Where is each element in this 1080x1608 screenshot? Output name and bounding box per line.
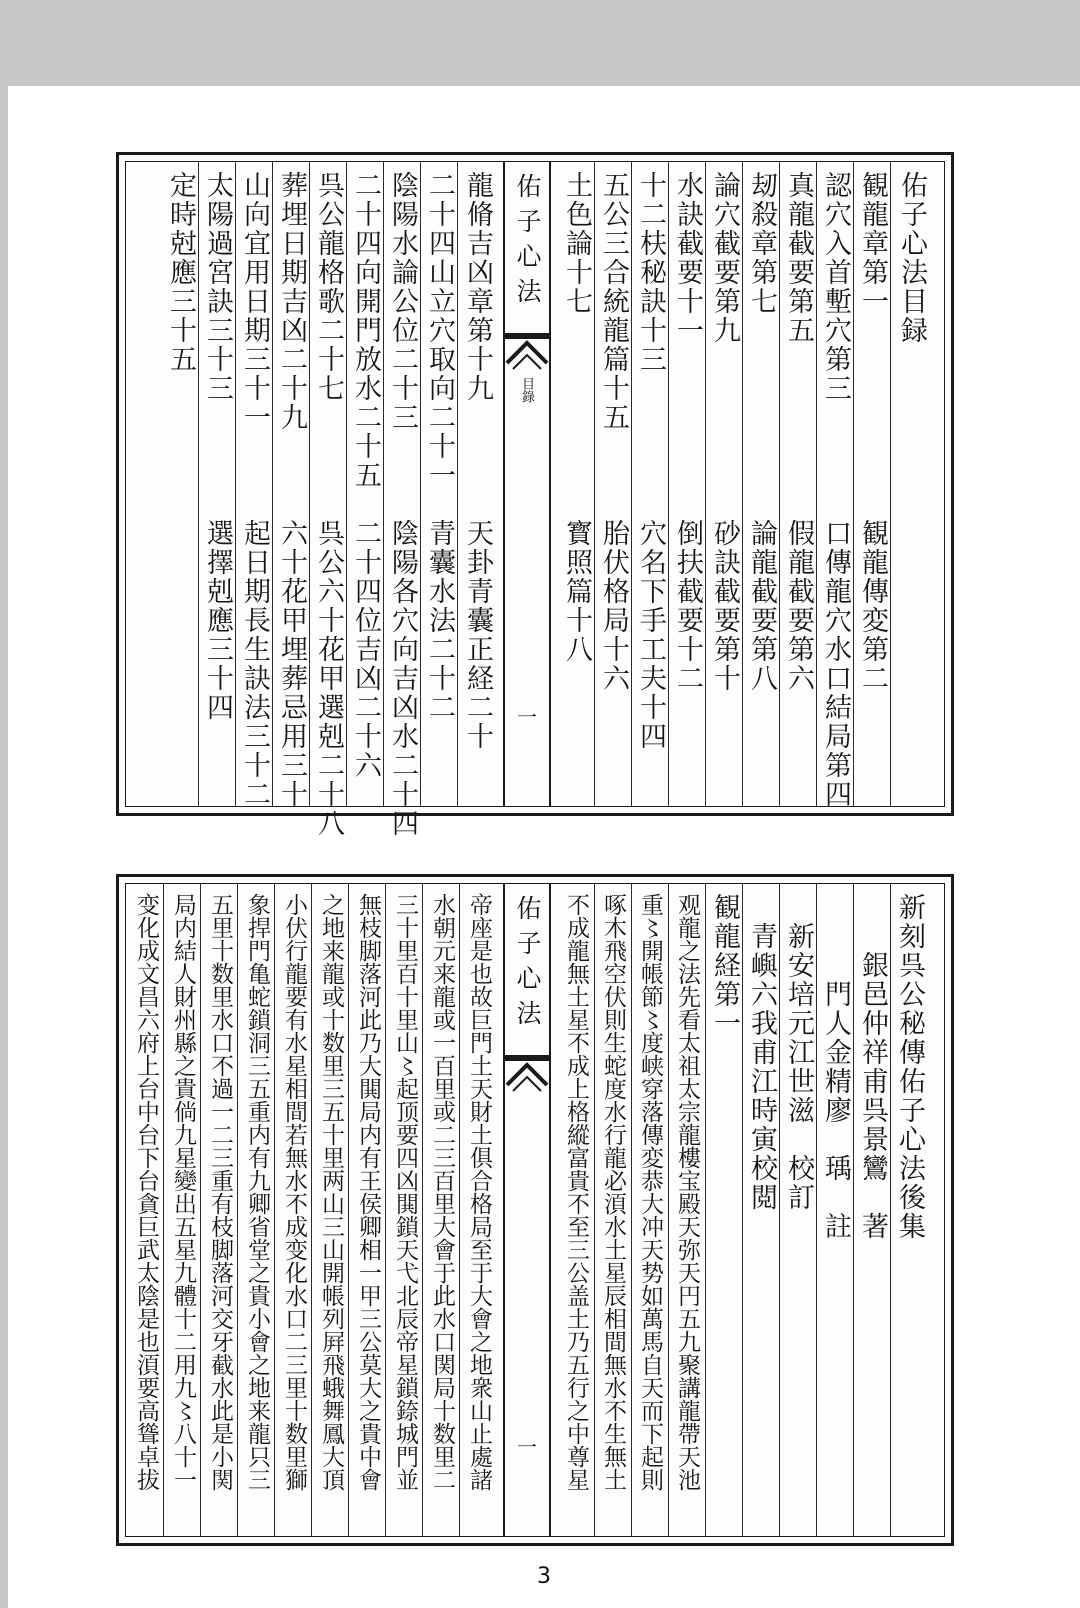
column-rule [631,161,632,807]
lower-body-column: 小伏行龍要有水星相間若無水不成变化水口二三里十数里獅 [281,893,307,1491]
column-rule [742,883,743,1537]
column-rule [594,161,595,807]
fish-tail-mark-icon [505,333,549,373]
lower-page-frame [116,874,954,1546]
lower-body-column: 不成龍無土星不成上格縱富貴不至三公盖土乃五行之中尊星 [563,893,589,1491]
upper-toc-entry: 二十四山立穴取向二十一 青囊水法二十二 [424,171,455,722]
upper-toc-entry: 五公三合統龍篇十五 胎伏格局十六 [598,171,629,693]
lower-author-line: 新安培元江世滋 校訂 [783,893,814,1212]
column-rule [237,883,238,1537]
lower-body-column: 变化成文昌六府上台中台下台貪巨武太陰是也湏要高聳卓拔 [133,893,159,1491]
lower-body-column: 重〻開帳節〻度峡穿落傳変恭大冲天势如萬馬自天而下起則 [637,893,663,1491]
column-rule [459,883,460,1537]
column-rule [272,161,273,807]
upper-page-frame [116,152,954,838]
upper-toc-entry: 刼殺章第七 論龍截要第八 [746,171,777,693]
column-rule [631,883,632,1537]
column-rule [816,161,817,807]
upper-toc-title: 佑子心法目録 [896,171,927,345]
fish-tail-mark-icon [505,1055,549,1095]
column-rule [594,883,595,1537]
lower-body-column: 五里十数里水口不過一二三重有枝脚落河交牙截水此是小関 [207,893,233,1491]
upper-toc-entry: 論穴截要第九 砂訣截要第十 [709,171,740,693]
column-rule [457,161,458,807]
lower-author-line: 銀邑仲祥甫呉景鸞 著 [857,893,888,1241]
column-rule [198,161,199,807]
column-rule [383,161,384,807]
upper-toc-entry: 十二枎秘訣十三 穴名下手工夫十四 [635,171,666,751]
column-rule [742,161,743,807]
lower-body-column: 观龍之法先看太祖太宗龍樓宝殿天弥天円五九聚講龍帶天池 [674,893,700,1491]
column-rule [705,161,706,807]
lower-center-gutter [503,883,551,1537]
lower-author-line: 青嶼六我甫江時寅校閲 [746,893,777,1212]
column-rule [348,883,349,1537]
page-number: 3 [537,1564,551,1589]
upper-toc-entry: 太陽過宮訣三十三 選擇剋應三十四 [202,171,233,722]
gutter-page-mark: 一 [517,1435,537,1459]
lower-book-title: 新刻呉公秘傳佑子心法後集 [894,893,925,1241]
lower-body-column: 局内結人財州縣之貴倘九星變出五星九體十二用九〻八十一 [170,893,196,1491]
lower-body-column: 水朝元来龍或一百里或二三百里大會于此水口関局十数里二 [429,893,455,1491]
lower-body-column: 之地来龍或十数里三五十里两山三山開帳列屛飛蛾舞鳳大頂 [318,893,344,1491]
lower-body-column: 啄木飛空伏則生蛇度水行龍必湏水土星辰相間無水不生無土 [600,893,626,1491]
column-rule [200,883,201,1537]
upper-toc-entry: 二十四向開門放水二十五 二十四位吉凶二十六 [350,171,381,780]
upper-toc-entry: 定時尅應三十五 [165,171,196,374]
gutter-book-title: 佑子心法 [513,173,542,313]
column-rule [816,883,817,1537]
column-rule [890,161,891,807]
lower-chapter-heading: 観龍経第一 [709,893,740,1038]
upper-toc-entry: 呉公龍格歌二十七 呉公六十花甲選剋二十八 [313,171,344,838]
column-rule [309,161,310,807]
lower-body-column: 無枝脚落河此乃大閧局内有王侯卿相一甲三公莫大之貴中會 [355,893,381,1491]
lower-body-column: 三十里百十里山〻起顶要四凶閧鎖天弋北辰帝星鎖錼城門並 [392,893,418,1491]
column-rule [853,161,854,807]
column-rule [235,161,236,807]
column-rule [311,883,312,1537]
upper-toc-entry: 真龍截要第五 假龍截要第六 [783,171,814,693]
upper-toc-entry: 陰陽水論公位二十三 陰陽各穴向吉凶水二十四 [387,171,418,838]
upper-toc-entry: 認穴入首塹穴第三 口傳龍穴水口結局第四 [820,171,851,809]
gutter-book-title: 佑子心法 [513,895,542,1035]
column-rule [385,883,386,1537]
column-rule [890,883,891,1537]
lower-body-column: 帝座是也故巨門土天財土俱合格局至于大會之地衆山止處諸 [466,893,492,1491]
column-rule [668,883,669,1537]
column-rule [779,883,780,1537]
upper-toc-entry: 葬埋日期吉凶二十九 六十花甲埋葬忌用三十 [276,171,307,809]
column-rule [705,883,706,1537]
gutter-section-label: 目錄 [519,377,534,403]
column-rule [779,161,780,807]
column-rule [668,161,669,807]
gutter-page-mark: 一 [517,705,537,729]
scan-sheet [8,86,1080,1608]
upper-toc-entry: 観龍章第一 観龍傳変第二 [857,171,888,693]
column-rule [422,883,423,1537]
column-rule [346,161,347,807]
upper-toc-entry: 水訣截要十一 倒扶截要十二 [672,171,703,693]
column-rule [163,883,164,1537]
upper-toc-entry: 土色論十七 寳照篇十八 [561,171,592,664]
upper-toc-entry: 山向宜用日期三十一 起日期長生訣法三十二 [239,171,270,809]
column-rule [853,883,854,1537]
upper-center-gutter [503,161,551,807]
lower-body-column: 象捍門亀蛇鎖洞三五重内有九卿省堂之貴小會之地来龍只三 [244,893,270,1491]
lower-author-line: 門人金精廖 瑀 註 [820,893,851,1241]
column-rule [420,161,421,807]
column-rule [274,883,275,1537]
upper-toc-entry: 龍脩吉凶章第十九 天卦青囊正経二十 [462,171,493,751]
